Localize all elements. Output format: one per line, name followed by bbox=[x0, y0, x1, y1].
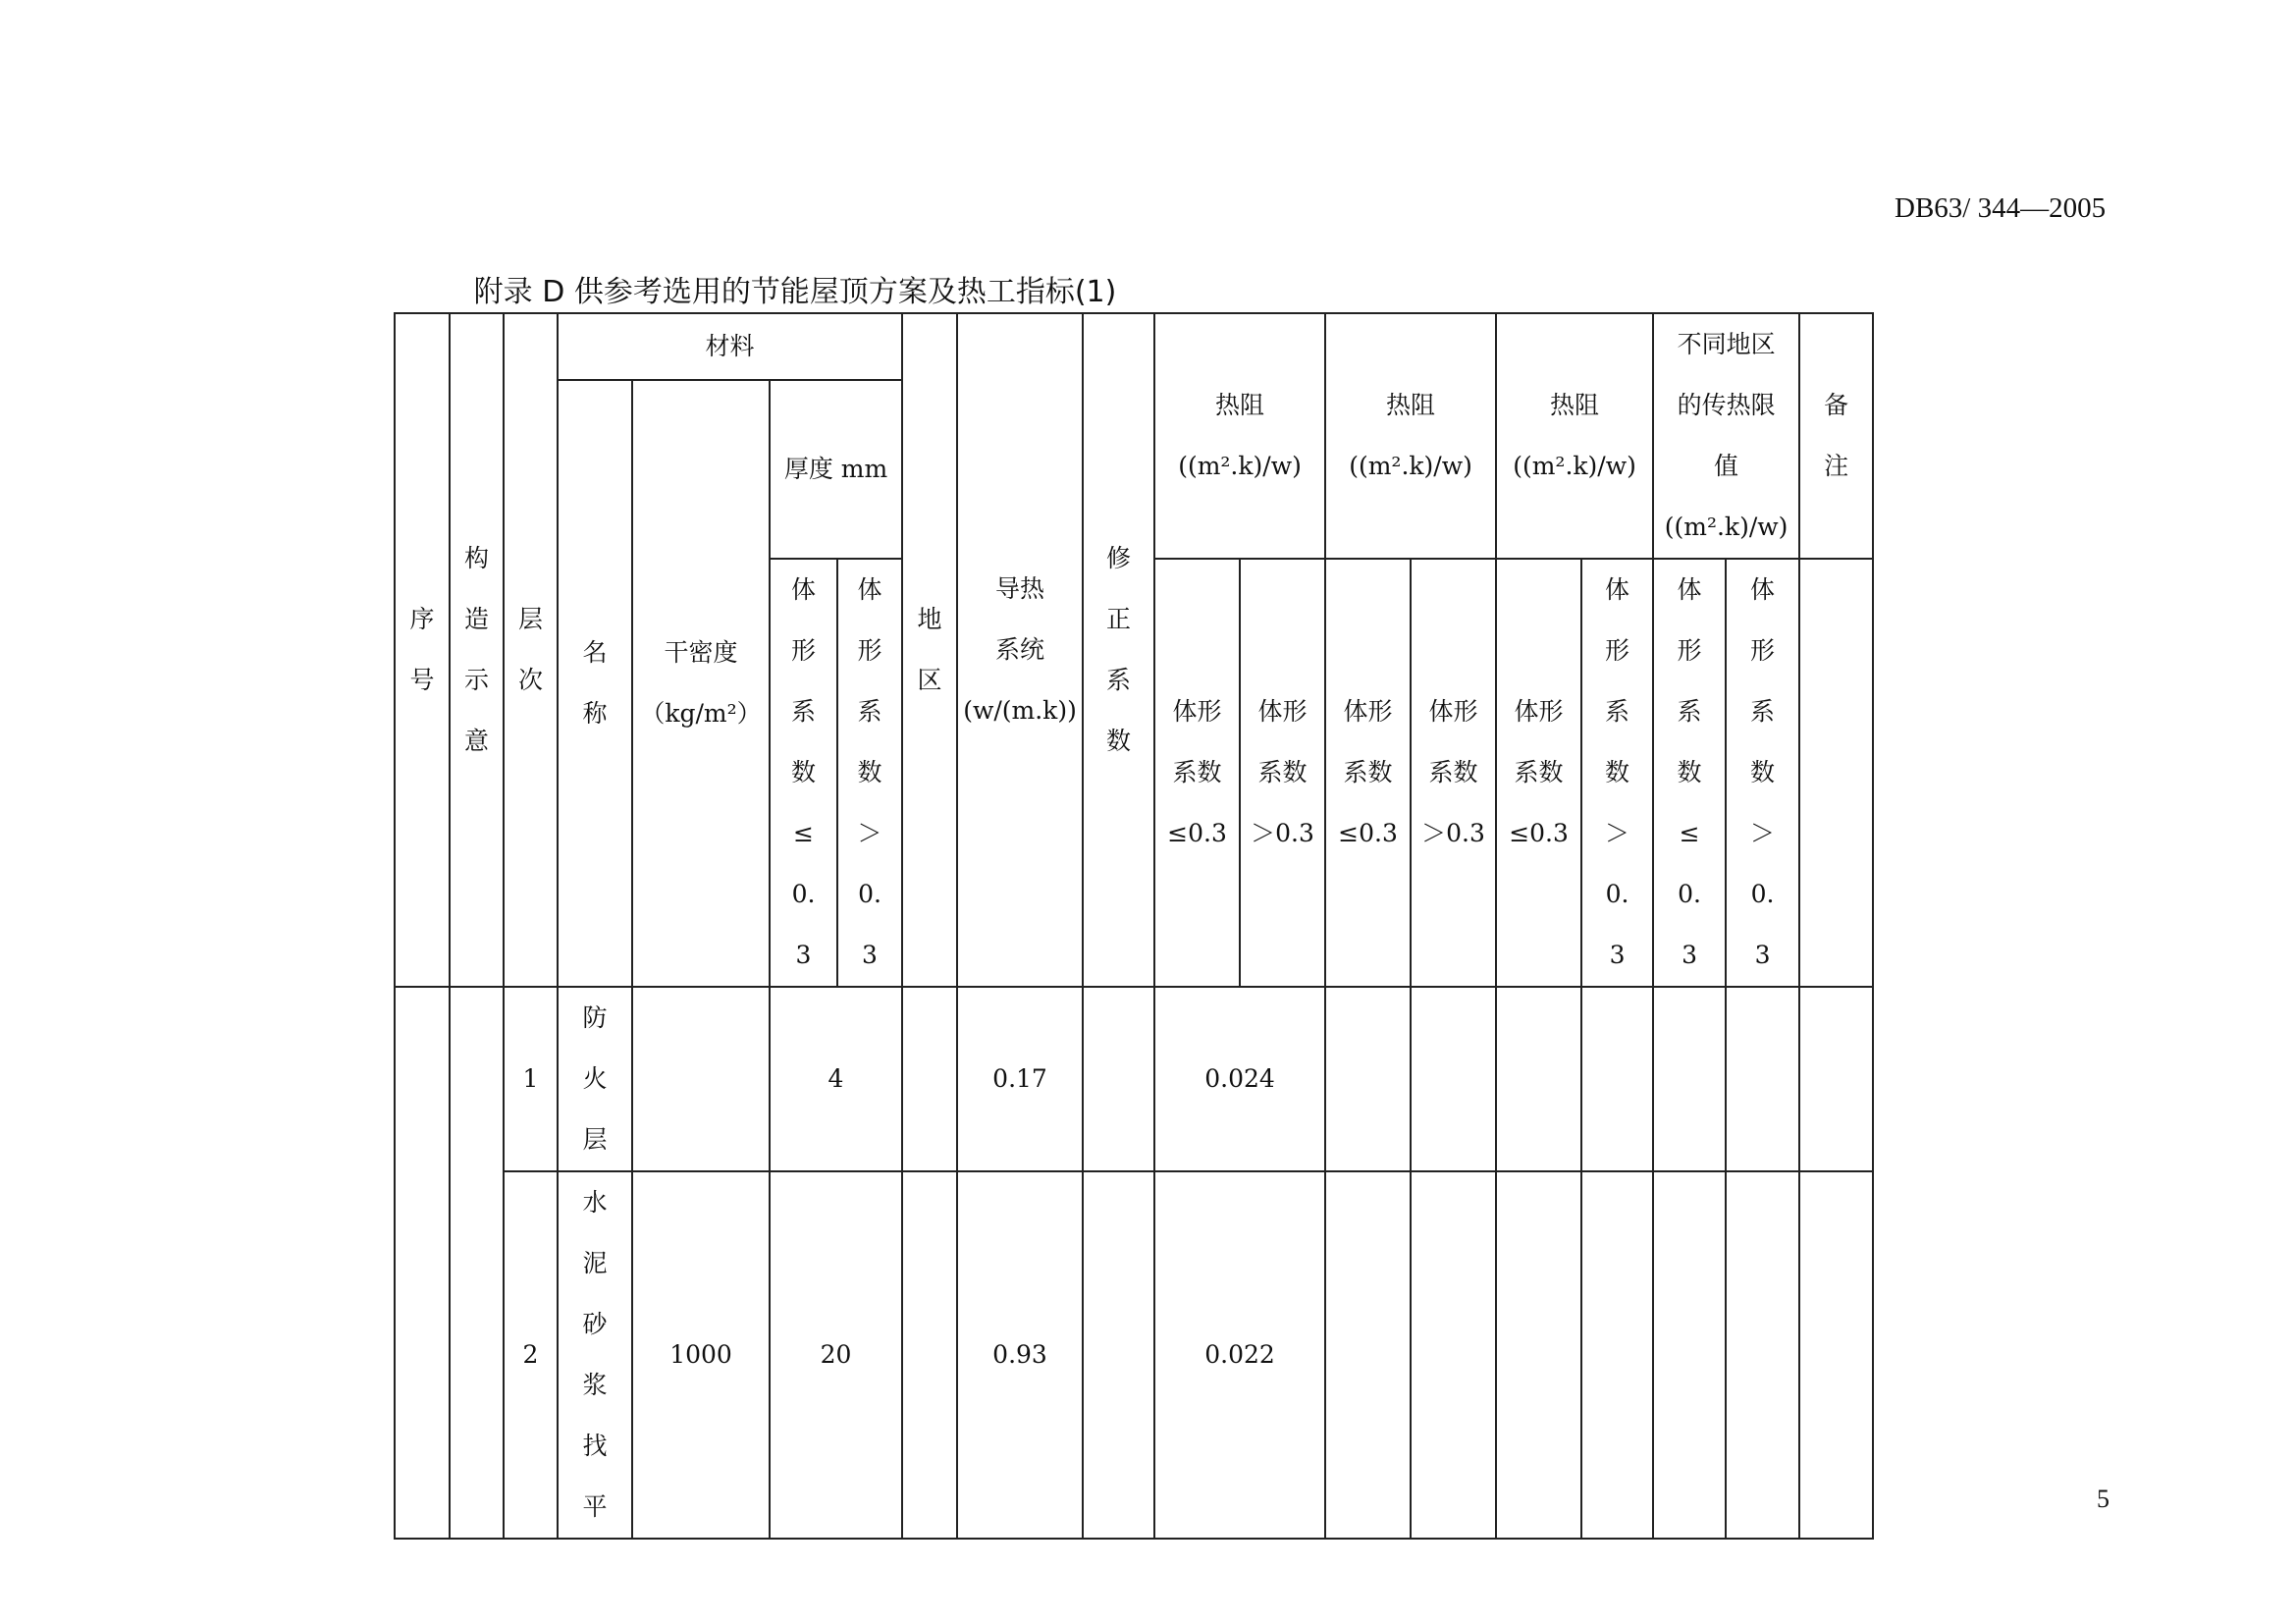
header-thickness-le: 体形系数≤0.3 bbox=[770, 559, 837, 987]
cell-empty bbox=[1799, 987, 1873, 1171]
table-row bbox=[395, 1171, 1873, 1539]
header-resistance-2: 热阻 ((m².k)/w) bbox=[1325, 313, 1496, 559]
header-structure: 构造示意 bbox=[450, 313, 504, 987]
cell-layer: 2 bbox=[504, 1171, 558, 1539]
header-region: 地区 bbox=[902, 313, 957, 987]
cell-empty bbox=[1581, 987, 1653, 1171]
cell-correction bbox=[1083, 1171, 1154, 1539]
header-remark-sub bbox=[1799, 559, 1873, 987]
cell-empty bbox=[1325, 987, 1411, 1171]
page-number: 5 bbox=[2097, 1485, 2109, 1513]
header-correction: 修正系数 bbox=[1083, 313, 1154, 987]
cell-conductivity: 0.17 bbox=[957, 987, 1083, 1171]
header-limit-gt: 体 形系数＞0.3 bbox=[1726, 559, 1799, 987]
cell-region bbox=[902, 1171, 957, 1539]
cell-name: 防火层 bbox=[558, 987, 632, 1171]
cell-seq bbox=[395, 987, 450, 1539]
document-code: DB63/ 344—2005 bbox=[1895, 192, 2107, 224]
header-r1-gt: 体形系数＞0.3 bbox=[1240, 559, 1325, 987]
cell-empty bbox=[1726, 1171, 1799, 1539]
cell-empty bbox=[1653, 1171, 1726, 1539]
cell-conductivity: 0.93 bbox=[957, 1171, 1083, 1539]
header-seq: 序号 bbox=[395, 313, 450, 987]
header-name: 名称 bbox=[558, 380, 632, 987]
thermal-index-table bbox=[394, 312, 1874, 1540]
header-resistance-1: 热阻 ((m².k)/w) bbox=[1154, 313, 1325, 559]
header-r3-le: 体形系数≤0.3 bbox=[1496, 559, 1581, 987]
cell-region bbox=[902, 987, 957, 1171]
header-r2-gt: 体形系数＞0.3 bbox=[1411, 559, 1496, 987]
header-r3-gt: 体 形系数＞0.3 bbox=[1581, 559, 1653, 987]
header-conductivity: 导热系统 (w/(m.k)) bbox=[957, 313, 1083, 987]
cell-empty bbox=[1325, 1171, 1411, 1539]
cell-thickness: 4 bbox=[770, 987, 902, 1171]
header-limit-le: 体 形系数≤0.3 bbox=[1653, 559, 1726, 987]
header-r1-le: 体形系数≤0.3 bbox=[1154, 559, 1240, 987]
cell-layer: 1 bbox=[504, 987, 558, 1171]
cell-structure bbox=[450, 987, 504, 1539]
cell-empty bbox=[1411, 987, 1496, 1171]
table-title: 附录 D 供参考选用的节能屋顶方案及热工指标(1) bbox=[473, 275, 1117, 309]
cell-empty bbox=[1411, 1171, 1496, 1539]
header-remark: 备注 bbox=[1799, 313, 1873, 559]
cell-density bbox=[632, 987, 770, 1171]
header-thickness-gt: 体形系数＞0.3 bbox=[837, 559, 902, 987]
cell-density: 1000 bbox=[632, 1171, 770, 1539]
header-layer: 层次 bbox=[504, 313, 558, 987]
cell-empty bbox=[1496, 987, 1581, 1171]
header-resistance-3: 热阻 ((m².k)/w) bbox=[1496, 313, 1653, 559]
cell-resistance: 0.022 bbox=[1154, 1171, 1325, 1539]
header-material: 材料 bbox=[558, 313, 902, 380]
header-r2-le: 体形系数≤0.3 bbox=[1325, 559, 1411, 987]
cell-correction bbox=[1083, 987, 1154, 1171]
cell-empty bbox=[1581, 1171, 1653, 1539]
cell-resistance: 0.024 bbox=[1154, 987, 1325, 1171]
table-row bbox=[395, 987, 1873, 1171]
cell-name: 水泥砂浆找平 bbox=[558, 1171, 632, 1539]
cell-empty bbox=[1496, 1171, 1581, 1539]
cell-thickness: 20 bbox=[770, 1171, 902, 1539]
cell-empty bbox=[1653, 987, 1726, 1171]
header-density: 干密度 （kg/m²） bbox=[632, 380, 770, 987]
cell-empty bbox=[1726, 987, 1799, 1171]
cell-empty bbox=[1799, 1171, 1873, 1539]
header-limit: 不同地区的传热限值 ((m².k)/w) bbox=[1653, 313, 1799, 559]
header-thickness: 厚度 mm bbox=[770, 380, 902, 559]
